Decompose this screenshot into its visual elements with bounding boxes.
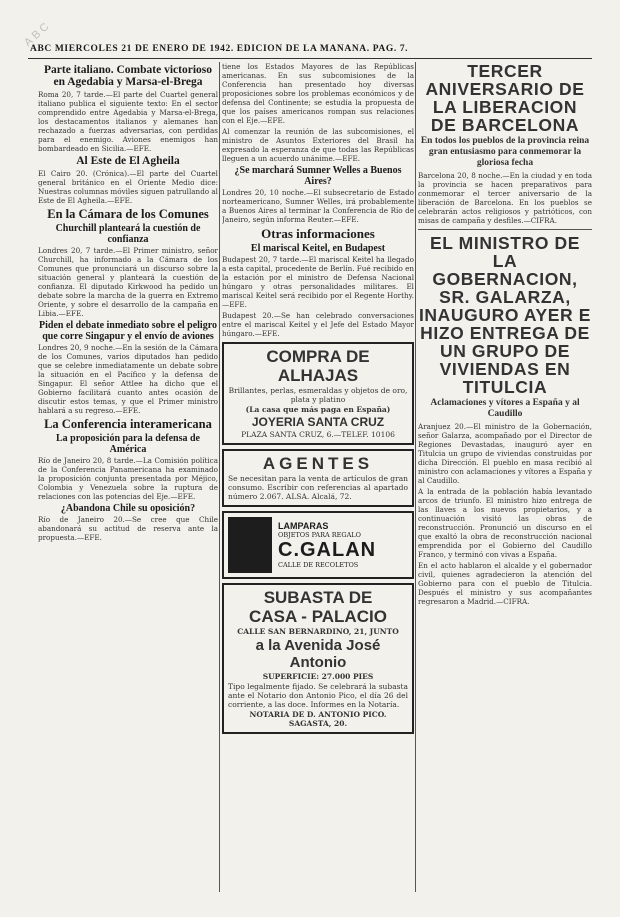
advert-subasta <box>222 583 414 734</box>
right-column <box>418 62 592 608</box>
article-body: Aranjuez 20.—El ministro de la Gobernación, señor Galarza, acompañado por el Director de Regiones Devastadas, inauguró ayer en Titulcia un grupo de viviendas construidas por dicha Dirección. El pueblo en masa recibió al ministro con aclamaciones y vítores a España y al Caudillo. <box>418 422 592 485</box>
article-body: Londres 20, 10 noche.—El subsecretario de Estado norteamericano, Sumner Welles, irá probablemente a Buenos Aires al terminar la Conferencia de Río de Janeiro, según informa Reuter.—EFE. <box>222 188 414 224</box>
advert-title: AGENTES <box>262 454 374 473</box>
subheadline-singapur: Piden el debate inmediato sobre el peligro que corre Singapur y el envío de aviones <box>39 320 217 342</box>
advert-text: (La casa que más paga en España) <box>245 405 391 414</box>
column-rule-2 <box>415 62 416 892</box>
lamp-icon <box>228 517 272 573</box>
headline-barcelona: TERCER ANIVERSARIO DE LA LIBERACION DE BARCELONA <box>425 62 585 135</box>
advert-highlight: a la Avenida José Antonio <box>255 637 381 671</box>
advert-galan <box>222 511 414 579</box>
article-body: Roma 20, 7 tarde.—El parte del Cuartel general italiano publica el siguiente texto: En el sector comprendido entre Agedabia y Marsa-el-Brega, los destacamentos italianos y alemanes han rechazado a fuerzas adversarias, con perdidas para el enemigo. Aviones enemigos han bombardeado en Sicilia.—EFE. <box>38 90 218 153</box>
article-body: Barcelona 20, 8 noche.—En la ciudad y en toda la provincia se hacen preparativos para conmemorar el tercer aniversario de la liberación de Barcelona. En los pueblos se celebrarán actos religiosos y patrióticos, con misas de campaña y desfiles.—CIFRA. <box>418 171 592 225</box>
article-body: Londres 20, 9 noche.—En la sesión de la Cámara de los Comunes, varios diputados han pedido que se celebre inmediatamente un debate sobre la situación en el Pacífico y la defensa de Singapur. El señor Attlee ha dicho que el Gobierno facilitará cuanto antes ocasión de discutir estos temas, y que el Primer ministro hablará a su regreso.—EFE. <box>38 343 218 415</box>
advert-text: LAMPARAS <box>278 521 329 531</box>
advert-text: Brillantes, perlas, esmeraldas y objetos de oro, plata y platino <box>228 386 408 404</box>
advert-text: OBJETOS PARA REGALO <box>278 531 361 539</box>
left-column <box>38 62 218 544</box>
headline-el-agheila: Al Este de El Agheila <box>76 155 180 167</box>
advert-agentes <box>222 449 414 507</box>
header-rule <box>28 58 592 59</box>
section-divider <box>418 229 592 230</box>
advert-title: COMPRA DE ALHAJAS <box>266 347 370 385</box>
abc-watermark: ABC <box>22 18 54 49</box>
page-header: ABC MIERCOLES 21 DE ENERO DE 1942. EDICION DE LA MAÑANA. PAG. 7. <box>30 44 409 54</box>
article-body: Río de Janeiro 20, 8 tarde.—La Comisión política de la Conferencia Panamericana ha examinado la proposición conjunta presentada por Méjico, Colombia y Venezuela sobre la ruptura de relaciones con las potencias del Eje.—EFE. <box>38 456 218 501</box>
advert-shop-name: C.GALAN <box>278 539 377 561</box>
headline-camara-comunes: En la Cámara de los Comunes <box>47 207 209 221</box>
article-body: A la entrada de la población había levantado arcos de triunfo. El ministro hizo entrega de las llaves a los nuevos propietarios, y a continuación visitó las obras de reconstrucción. Pronunció un discurso en el que exaltó la obra de reconstrucción nacional emprendida por el Gobierno del Caudillo Franco, y terminó con vivas a España. <box>418 487 592 559</box>
subheadline-chile: ¿Abandona Chile su oposición? <box>60 503 196 514</box>
middle-column <box>222 62 414 738</box>
advert-shop-name: JOYERIA SANTA CRUZ <box>251 415 385 429</box>
subheadline-churchill: Churchill planteará la cuestión de confianza <box>55 223 201 245</box>
article-body: tiene los Estados Mayores de las Repúblicas americanas. En sus subcomisiones de la Conferencia han presentado hoy diversas proposiciones sobre los problemas económicos y de defensa del Continente; se estudia la propuesta de que los países americanos rompan sus relaciones con el Eje.—EFE. <box>222 62 414 125</box>
subheadline-barcelona: En todos los pueblos de la provincia reina gran entusiasmo para conmemorar la gloriosa fecha <box>420 136 590 168</box>
article-body: En el acto hablaron el alcalde y el gobernador civil, quienes agradecieron la atención del Gobierno para con el pueblo de Titulcia. Después el ministro y sus acompañantes regresaron a Madrid.—CIFRA. <box>418 561 592 606</box>
headline-sumner-welles: ¿Se marchará Sumner Welles a Buenos Aires? <box>234 165 402 187</box>
advert-text: CALLE DE RECOLETOS <box>278 561 359 569</box>
advert-text: SUPERFICIE: 27.000 PIES <box>262 672 374 681</box>
headline-parte-italiano: Parte italiano. Combate victorioso en Agedabia y Marsa-el-Brega <box>44 64 212 88</box>
headline-conferencia-interamericana: La Conferencia interamericana <box>44 417 212 431</box>
subheadline-titulcia: Aclamaciones y vítores a España y al Caudillo <box>430 398 580 419</box>
advert-text: CALLE SAN BERNARDINO, 21, JUNTO <box>237 627 399 636</box>
advert-text: Se necesitan para la venta de artículos de gran consumo. Escribir con referencias al apartado número 2.067. ALSA. Alcalá, 72. <box>228 474 408 501</box>
article-body: Budapest 20.—Se han celebrado conversaciones entre el mariscal Keitel y el Jefe del Estado Mayor húngaro.—EFE. <box>222 311 414 338</box>
advert-text: NOTARIA DE D. ANTONIO PICO. SAGASTA, 20. <box>249 710 387 728</box>
advert-title: CASA - PALACIO <box>249 607 387 626</box>
headline-keitel: El mariscal Keitel, en Budapest <box>250 243 386 254</box>
advert-compra-alhajas <box>222 342 414 445</box>
article-body: Londres 20, 7 tarde.—El Primer ministro, señor Churchill, ha informado a la Cámara de los Comunes que pronunciará un discurso sobre la situación general y planteará la cuestión de confianza. El diputado Kirkwood ha pedido un debate sobre la marcha de la guerra en Extremo Oriente, y sobre el desarrollo de la campaña en Libia.—EFE. <box>38 246 218 318</box>
headline-galarza: EL MINISTRO DE LA GOBERNACION, SR. GALARZA, INAUGURO AYER E HIZO ENTREGA DE UN GRUPO DE VIVIENDAS EN TITULCIA <box>418 233 592 397</box>
advert-address: PLAZA SANTA CRUZ, 6.—TELEF. 10106 <box>241 430 395 439</box>
advert-title: SUBASTA DE <box>263 588 373 607</box>
headline-otras-informaciones: Otras informaciones <box>261 226 375 241</box>
article-body: Al comenzar la reunión de las subcomisiones, el ministro de Asuntos Exteriores del Brasil ha expresado la esperanza de que todas las Repúblicas lleguen a un acuerdo unánime.—EFE. <box>222 127 414 163</box>
article-body: Río de Janeiro 20.—Se cree que Chile abandonará su actitud de reserva ante la propuesta.—EFE. <box>38 515 218 542</box>
subheadline-defensa-america: La proposición para la defensa de América <box>56 433 200 455</box>
advert-text: Tipo legalmente fijado. Se celebrará la subasta ante el Notario don Antonio Pico, el día 26 del corriente, a las doce. Informes en la Notaría. <box>228 682 408 709</box>
article-body: El Cairo 20. (Crónica).—El parte del Cuartel general británico en el Oriente Medio dice: Nuestras columnas móviles siguen patrullando al Este de El Agheila.—EFE. <box>38 169 218 205</box>
article-body: Budapest 20, 7 tarde.—El mariscal Keitel ha llegado a esta capital, procedente de Berlín. Fué recibido en la estación por el ministro de Defensa Nacional húngaro y otras personalidades militares. El mariscal Keitel será recibido por el Regente Horthy.—EFE. <box>222 255 414 309</box>
column-rule-1 <box>219 62 220 892</box>
